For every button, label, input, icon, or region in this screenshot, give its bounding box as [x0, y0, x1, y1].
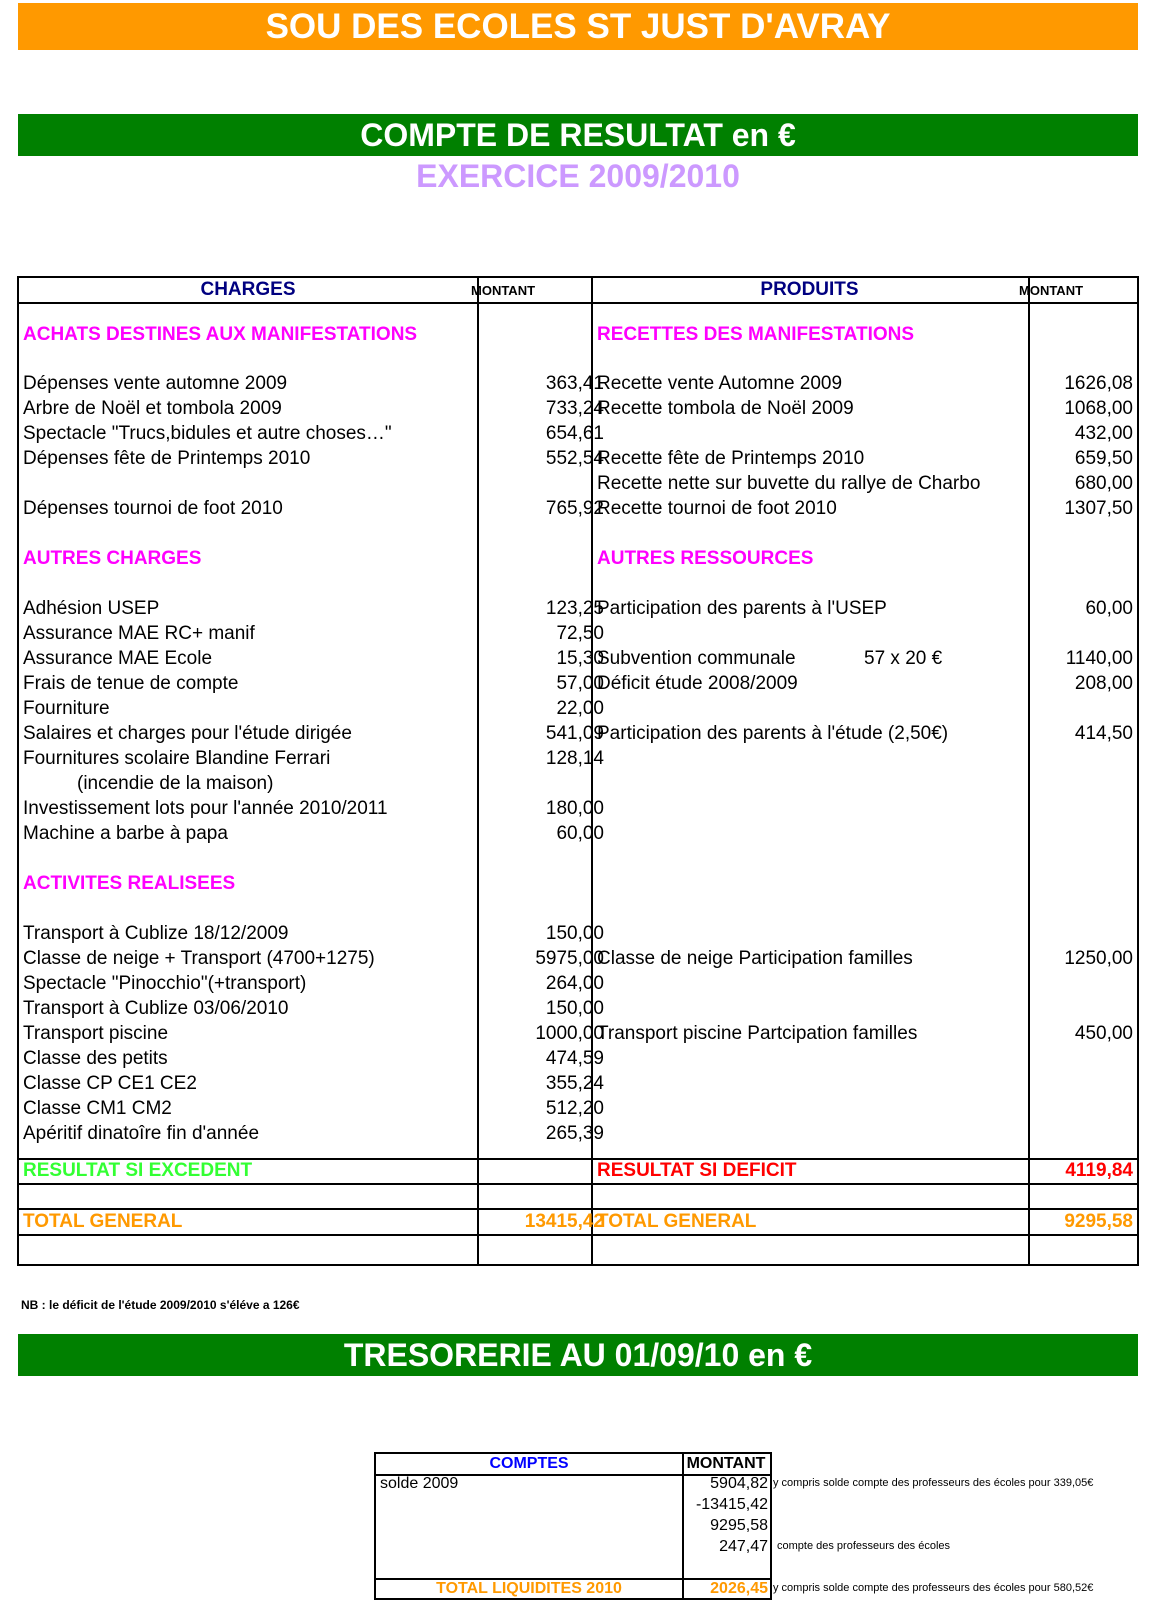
charge-label: Apéritif dinatoîre fin d'année — [23, 1123, 260, 1144]
charge-label: Adhésion USEP — [23, 598, 160, 619]
charge-amount: 150,00 — [545, 998, 604, 1019]
produit-amount: 60,00 — [1085, 598, 1133, 619]
column-divider — [477, 278, 479, 1264]
produit-amount: 1307,50 — [1064, 498, 1133, 519]
charge-amount: 552,54 — [545, 448, 604, 469]
produit-amount: 432,00 — [1074, 423, 1133, 444]
resultat-deficit-label: RESULTAT SI DEFICIT — [597, 1160, 797, 1181]
charge-label: Dépenses tournoi de foot 2010 — [23, 498, 283, 519]
solde-label: solde 2009 — [380, 1475, 459, 1492]
produit-amount: 1140,00 — [1065, 648, 1133, 669]
charge-label: Classe CM1 CM2 — [23, 1098, 172, 1119]
column-divider — [1028, 278, 1030, 1264]
charge-amount: 733,24 — [545, 398, 604, 419]
charge-amount: 1000,00 — [535, 1023, 604, 1044]
produit-amount: 208,00 — [1074, 673, 1133, 694]
treasury-note: y compris solde compte des professeurs des écoles pour 339,05€ — [773, 1477, 1094, 1489]
section-autres-ressources: AUTRES RESSOURCES — [597, 548, 814, 569]
total-charges-label: TOTAL GENERAL — [23, 1211, 183, 1232]
charge-amount: 22,00 — [556, 698, 604, 719]
resultat-deficit-amount: 4119,84 — [1065, 1160, 1133, 1181]
total-liquidites-label: TOTAL LIQUIDITES 2010 — [436, 1580, 622, 1597]
treasury-amount: 5904,82 — [710, 1475, 768, 1492]
produit-label: Recette tournoi de foot 2010 — [597, 498, 837, 519]
produit-label: Déficit étude 2008/2009 — [597, 673, 798, 694]
charge-amount: 72,50 — [556, 623, 604, 644]
charge-label: Frais de tenue de compte — [23, 673, 239, 694]
montant-header: MONTANT — [686, 1455, 766, 1472]
charges-header: CHARGES — [200, 279, 296, 300]
exercise-title: EXERCICE 2009/2010 — [416, 158, 740, 194]
charge-label: (incendie de la maison) — [77, 773, 274, 794]
charge-label: Classe de neige + Transport (4700+1275) — [23, 948, 375, 969]
charge-amount: 512,20 — [545, 1098, 604, 1119]
footnote: NB : le déficit de l'étude 2009/2010 s'éléve a 126€ — [21, 1298, 300, 1312]
charge-label: Machine a barbe à papa — [23, 823, 228, 844]
charge-label: Transport à Cublize 18/12/2009 — [23, 923, 289, 944]
section-title-compte-resultat: COMPTE DE RESULTAT en € — [18, 114, 1138, 156]
page-title: SOU DES ECOLES ST JUST D'AVRAY — [18, 3, 1138, 50]
charge-label: Investissement lots pour l'année 2010/2011 — [23, 798, 388, 819]
montant-header: MONTANT — [1019, 283, 1084, 298]
section-activites: ACTIVITES REALISEES — [23, 873, 236, 894]
produit-label: Participation des parents à l'étude (2,50€) — [597, 723, 949, 744]
section-autres-charges: AUTRES CHARGES — [23, 548, 202, 569]
treasury-note: compte des professeurs des écoles — [777, 1540, 951, 1552]
row-divider — [19, 1234, 1137, 1236]
charge-amount: 654,61 — [545, 423, 604, 444]
charge-amount: 57,00 — [556, 673, 604, 694]
treasury-table — [374, 1452, 772, 1600]
produit-label: Participation des parents à l'USEP — [597, 598, 887, 619]
charge-amount: 264,00 — [545, 973, 604, 994]
total-charges-amount: 13415,42 — [524, 1211, 604, 1232]
charge-label: Spectacle "Pinocchio"(+transport) — [23, 973, 307, 994]
produits-header: PRODUITS — [760, 279, 859, 300]
produit-label: Recette fête de Printemps 2010 — [597, 448, 865, 469]
produit-amount: 450,00 — [1074, 1023, 1133, 1044]
produit-detail: 57 x 20 € — [864, 648, 943, 669]
produit-amount: 680,00 — [1074, 473, 1133, 494]
charge-label: Classe des petits — [23, 1048, 168, 1069]
treasury-note: y compris solde compte des professeurs des écoles pour 580,52€ — [773, 1582, 1094, 1594]
total-produits-label: TOTAL GENERAL — [597, 1211, 757, 1232]
charge-amount: 123,25 — [545, 598, 604, 619]
charge-amount: 128,14 — [545, 748, 604, 769]
treasury-amount: 247,47 — [719, 1538, 768, 1555]
results-table — [17, 276, 1139, 1266]
row-divider — [19, 302, 1137, 304]
charge-amount: 474,59 — [545, 1048, 604, 1069]
produit-label: Transport piscine Partcipation familles — [597, 1023, 918, 1044]
produit-label: Recette tombola de Noël 2009 — [597, 398, 854, 419]
produit-label: Recette vente Automne 2009 — [597, 373, 843, 394]
charge-label: Transport piscine — [23, 1023, 169, 1044]
charge-label: Assurance MAE RC+ manif — [23, 623, 255, 644]
produit-label: Subvention communale — [597, 648, 796, 669]
charge-amount: 60,00 — [556, 823, 604, 844]
produit-amount: 1068,00 — [1064, 398, 1133, 419]
charge-label: Assurance MAE Ecole — [23, 648, 213, 669]
section-recettes: RECETTES DES MANIFESTATIONS — [597, 324, 915, 345]
charge-amount: 355,24 — [545, 1073, 604, 1094]
charge-label: Salaires et charges pour l'étude dirigée — [23, 723, 352, 744]
charge-label: Fournitures scolaire Blandine Ferrari — [23, 748, 331, 769]
charge-label: Spectacle "Trucs,bidules et autre choses…" — [23, 423, 392, 444]
resultat-excedent-label: RESULTAT SI EXCEDENT — [23, 1160, 253, 1181]
produit-amount: 1250,00 — [1064, 948, 1133, 969]
montant-header: MONTANT — [471, 283, 536, 298]
produit-amount: 659,50 — [1074, 448, 1133, 469]
charge-amount: 363,41 — [545, 373, 604, 394]
treasury-amount: -13415,42 — [695, 1496, 768, 1513]
charge-amount: 150,00 — [545, 923, 604, 944]
charge-amount: 265,39 — [545, 1123, 604, 1144]
total-produits-amount: 9295,58 — [1064, 1211, 1133, 1232]
charge-amount: 765,92 — [545, 498, 604, 519]
charge-label: Dépenses vente automne 2009 — [23, 373, 288, 394]
produit-label: Classe de neige Participation familles — [597, 948, 913, 969]
charge-amount: 541,09 — [545, 723, 604, 744]
charge-amount: 15,30 — [556, 648, 604, 669]
charge-label: Transport à Cublize 03/06/2010 — [23, 998, 289, 1019]
comptes-header: COMPTES — [489, 1455, 569, 1472]
charge-amount: 180,00 — [545, 798, 604, 819]
section-achats: ACHATS DESTINES AUX MANIFESTATIONS — [23, 324, 418, 345]
charge-label: Classe CP CE1 CE2 — [23, 1073, 197, 1094]
section-title-tresorerie: TRESORERIE AU 01/09/10 en € — [18, 1334, 1138, 1376]
row-divider — [19, 1183, 1137, 1185]
charge-label: Dépenses fête de Printemps 2010 — [23, 448, 311, 469]
treasury-amount: 9295,58 — [710, 1517, 768, 1534]
produit-amount: 1626,08 — [1064, 373, 1133, 394]
produit-label: Recette nette sur buvette du rallye de Charbo — [597, 473, 981, 494]
produit-amount: 414,50 — [1074, 723, 1133, 744]
total-liquidites-amount: 2026,45 — [710, 1580, 768, 1597]
charge-label: Fourniture — [23, 698, 110, 719]
charge-label: Arbre de Noël et tombola 2009 — [23, 398, 282, 419]
charge-amount: 5975,00 — [535, 948, 604, 969]
